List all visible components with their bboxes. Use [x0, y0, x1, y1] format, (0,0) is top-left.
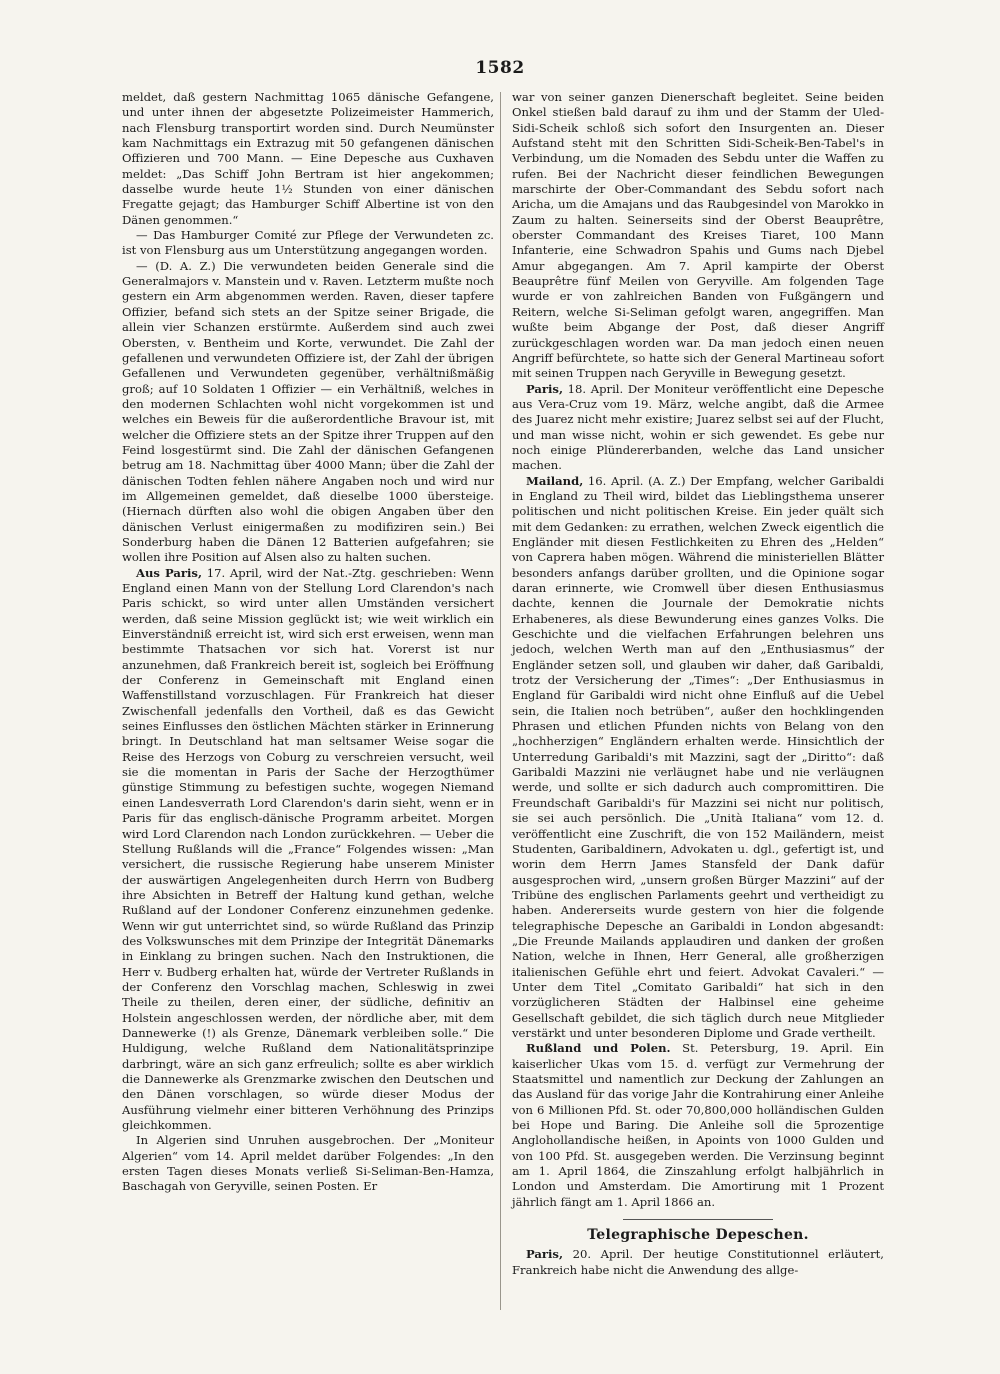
- article-paragraph: Aus Paris, 17. April, wird der Nat.-Ztg. geschrieben: Wenn England einen Mann von der Stellung Lord Clarendon's nach Paris schickt, so wird unter allen Umständen versichert werden, daß seine Mission geglückt ist; wie weit wirklich ein Einverständniß erreicht ist, wird sich erst erweisen, wenn man bestimmte Thatsachen vor sich hat. Vorerst ist nur anzunehmen, daß Frankreich bereit ist, sogleich bei Eröffnung der Conferenz in Gemeinschaft mit England einen Waffenstillstand vorzuschlagen. Für Frankreich hat dieser Zwischenfall jedenfalls den Vortheil, daß es das Gewicht seines Einflusses den östlichen Mächten stärker in Erinnerung bringt. In Deutschland hat man seltsamer Weise sogar die Reise des Herzogs von Coburg zu verschreien versucht, weil sie die momentan in Paris der Sache der Herzogthümer günstige Stimmung zu befestigen suchte, wogegen Niemand einen Landesverrath Lord Clarendon's darin sieht, wenn er in Paris für das englisch-dänische Programm arbeitet. Morgen wird Lord Clarendon nach London zurückkehren. — Ueber die Stellung Rußlands will die „France“ Folgendes wissen: „Man versichert, die russische Regierung habe unserem Minister der auswärtigen Angelegenheiten durch Herrn von Budberg ihre Absichten in Betreff der Haltung kund gethan, welche Rußland auf der Londoner Conferenz einzunehmen gedenke. Wenn wir gut unterrichtet sind, so würde Rußland das Prinzip des Volkswunsches mit dem Prinzipe der Integrität Dänemarks in Einklang zu bringen suchen. Nach den Instruktionen, die Herr v. Budberg erhalten hat, würde der Vertreter Rußlands in der Conferenz den Vorschlag machen, Schleswig in zwei Theile zu theilen, deren einer, der südliche, definitiv an Holstein angeschlossen werden, der nördliche aber, mit dem Dannewerke (!) als Grenze, Dänemark verbleiben solle.“ Die Huldigung, welche Rußland dem Nationalitätsprinzipe darbringt, wäre an sich ganz erfreulich; sollte es aber wirklich die Dannewerke als Grenzmarke zwischen den Deutschen und den Dänen vorschlagen, so würde dieser Modus der Ausführung vielmehr einer bitteren Verhöhnung des Prinzips gleichkommen.: [122, 565, 494, 1133]
- left-column: [122, 90, 494, 1195]
- article-paragraph: Mailand, 16. April. (A. Z.) Der Empfang, welcher Garibaldi in England zu Theil wird, bildet das Lieblingsthema unserer politischen und nicht politischen Kreise. Ein jeder quält sich mit dem Gedanken: zu errathen, welchen Zweck eigentlich die Engländer mit diesen Festlichkeiten zu Ehren des „Helden“ von Caprera haben mögen. Während die ministeriellen Blätter besonders anfangs darüber grollten, und die Opinione sogar daran erinnerte, wie Cromwell über diesen Enthusiasmus dachte, kennen die Journale der Demokratie nichts Erhabeneres, als diese Bewunderung eines ganzes Volks. Die Geschichte und die vielfachen Erfahrungen belehren uns jedoch, welchen Werth man auf den „Enthusiasmus“ der Engländer setzen soll, und glauben wir daher, daß Garibaldi, trotz der Versicherung der „Times“: „Der Enthusiasmus in England für Garibaldi wird nicht ohne Einfluß auf die Uebel sein, die Italien noch betrüben“, außer den hochklingenden Phrasen und etlichen Pfunden nichts von Belang von den „hochherzigen“ Engländern erhalten werde. Hinsichtlich der Unterredung Garibaldi's mit Mazzini, sagt der „Diritto“: daß Garibaldi Mazzini nie verläugnet habe und nie verläugnen werde, und sollte er sich dadurch auch compromittiren. Die Freundschaft Garibaldi's für Mazzini sei nicht nur politisch, sie sei auch persönlich. Die „Unità Italiana“ vom 12. d. veröffentlicht eine Zuschrift, die von 152 Mailändern, meist Studenten, Garibaldinern, Advokaten u. dgl., gefertigt ist, und worin dem Herrn James Stansfeld der Dank dafür ausgesprochen wird, „unsern großen Bürger Mazzini“ auf der Tribüne des englischen Parlaments geehrt und vertheidigt zu haben. Andererseits wurde gestern von hier die folgende telegraphische Depesche an Garibaldi in London abgesandt: „Die Freunde Mailands applaudiren und danken der großen Nation, welche in Ihnen, Herr General, alle großherzigen italienischen Gefühle ehrt und feiert. Advokat Cavaleri.“ — Unter dem Titel „Comitato Garibaldi“ hat sich in den vorzüglicheren Städten der Halbinsel eine geheime Gesellschaft gebildet, die sich täglich durch neue Mitglieder verstärkt und unter besonderen Diplome und Grade vertheilt.: [512, 473, 884, 1040]
- article-paragraph: Paris, 18. April. Der Moniteur veröffentlicht eine Depesche aus Vera-Cruz vom 19. März, welche angibt, daß die Armee des Juarez nicht mehr existire; Juarez selbst sei auf der Flucht, und man wisse nicht, wohin er sich gewendet. Es gebe nur noch einige Plündererbanden, welche das Land unsicher machen.: [512, 381, 884, 473]
- column-divider: [500, 92, 501, 1310]
- page-number: 1582: [475, 58, 525, 78]
- article-paragraph: war von seiner ganzen Dienerschaft begleitet. Seine beiden Onkel stießen bald darauf zu ihm und der Stamm der Uled-Sidi-Scheik schloß sich sofort den Insurgenten an. Dieser Aufstand steht mit den Schritten Sidi-Scheik-Ben-Tabel's in Verbindung, um die Nomaden des Sebdu unter die Waffen zu rufen. Bei der Nachricht dieser feindlichen Bewegungen marschirte der Ober-Commandant des Sebdu sofort nach Aricha, um die Amajans und das Raubgesindel von Marokko in Zaum zu halten. Seinerseits sind der Oberst Beauprêtre, oberster Commandant des Kreises Tiaret, 100 Mann Infanterie, eine Schwadron Spahis und Gums nach Djebel Amur abgegangen. Am 7. April kampirte der Oberst Beauprêtre fünf Meilen von Geryville. Am folgenden Tage wurde er von zahlreichen Banden von Fußgängern und Reitern, welche Si-Seliman gefolgt waren, angegriffen. Man wußte beim Abgange der Post, daß dieser Angriff zurückgeschlagen worden war. Da man jedoch einen neuen Angriff befürchtete, so hatte sich der General Martineau sofort mit seinen Truppen nach Geryville in Bewegung gesetzt.: [512, 90, 884, 381]
- section-divider: [623, 1219, 773, 1220]
- article-paragraph: — Das Hamburger Comité zur Pflege der Verwundeten zc. ist von Flensburg aus um Unterstützung angegangen worden.: [122, 228, 494, 258]
- article-paragraph: meldet, daß gestern Nachmittag 1065 dänische Gefangene, und unter ihnen der abgesetzte Polizeimeister Hammerich, nach Flensburg transportirt worden sind. Durch Neumünster kam Nachmittags ein Extrazug mit 50 gefangenen dänischen Offizieren und 700 Mann. — Eine Depesche aus Cuxhaven meldet: „Das Schiff John Bertram ist hier angekommen; dasselbe wurde heute 1½ Stunden von einer dänischen Fregatte gejagt; das Hamburger Schiff Albertine ist von den Dänen genommen.“: [122, 90, 494, 227]
- article-paragraph: Paris, 20. April. Der heutige Constitutionnel erläutert, Frankreich habe nicht die Anwendung des allge-: [512, 1247, 884, 1277]
- article-paragraph: In Algerien sind Unruhen ausgebrochen. Der „Moniteur Algerien“ vom 14. April meldet darüber Folgendes: „In den ersten Tagen dieses Monats verließ Si-Seliman-Ben-Hamza, Baschagah von Geryville, seinen Posten. Er: [122, 1133, 494, 1194]
- right-column: [512, 90, 884, 1278]
- section-title: Telegraphische Depeschen.: [587, 1227, 809, 1244]
- article-paragraph: — (D. A. Z.) Die verwundeten beiden Generale sind die Generalmajors v. Manstein und v. Raven. Letzterm mußte noch gestern ein Arm abgenommen werden. Raven, dieser tapfere Offizier, befand sich stets an der Spitze seiner Brigade, die allein vier Schanzen erstürmte. Außerdem sind auch zwei Obersten, v. Bentheim und Korte, verwundet. Die Zahl der gefallenen und verwundeten Offiziere ist, der Zahl der übrigen Gefallenen und Verwundeten gegenüber, verhältnißmäßig groß; auf 10 Soldaten 1 Offizier — ein Verhältniß, welches in den modernen Schlachten wohl nicht vorgekommen ist und welches ein Beweis für die außerordentliche Bravour ist, mit welcher die Offiziere stets an der Spitze ihrer Truppen auf den Feind losgestürmt sind. Die Zahl der dänischen Gefangenen betrug am 18. Nachmittag über 4000 Mann; über die Zahl der dänischen Todten fehlen nähere Angaben noch und wird nur im Allgemeinen gemeldet, daß dieselbe 1000 übersteige. (Hiernach dürften also wohl die obigen Angaben über den dänischen Verlust einigermaßen zu modifiziren sein.) Bei Sonderburg haben die Dänen 12 Batterien aufgefahren; sie wollen ihre Position auf Alsen also zu halten suchen.: [122, 258, 494, 565]
- article-paragraph: Rußland und Polen. St. Petersburg, 19. April. Ein kaiserlicher Ukas vom 15. d. verfügt zur Vermehrung der Staatsmittel und namentlich zur Deckung der Zahlungen an das Ausland für das vorige Jahr die Kontrahirung einer Anleihe von 6 Millionen Pfd. St. oder 70,800,000 holländischen Gulden bei Hope und Baring. Die Anleihe soll die 5prozentige Anglohollandische heißen, in Apoints von 1000 Gulden und von 100 Pfd. St. ausgegeben werden. Die Verzinsung beginnt am 1. April 1864, die Zinszahlung erfolgt halbjährlich in London und Amsterdam. Die Amortirung mit 1 Prozent jährlich fängt am 1. April 1866 an.: [512, 1041, 884, 1209]
